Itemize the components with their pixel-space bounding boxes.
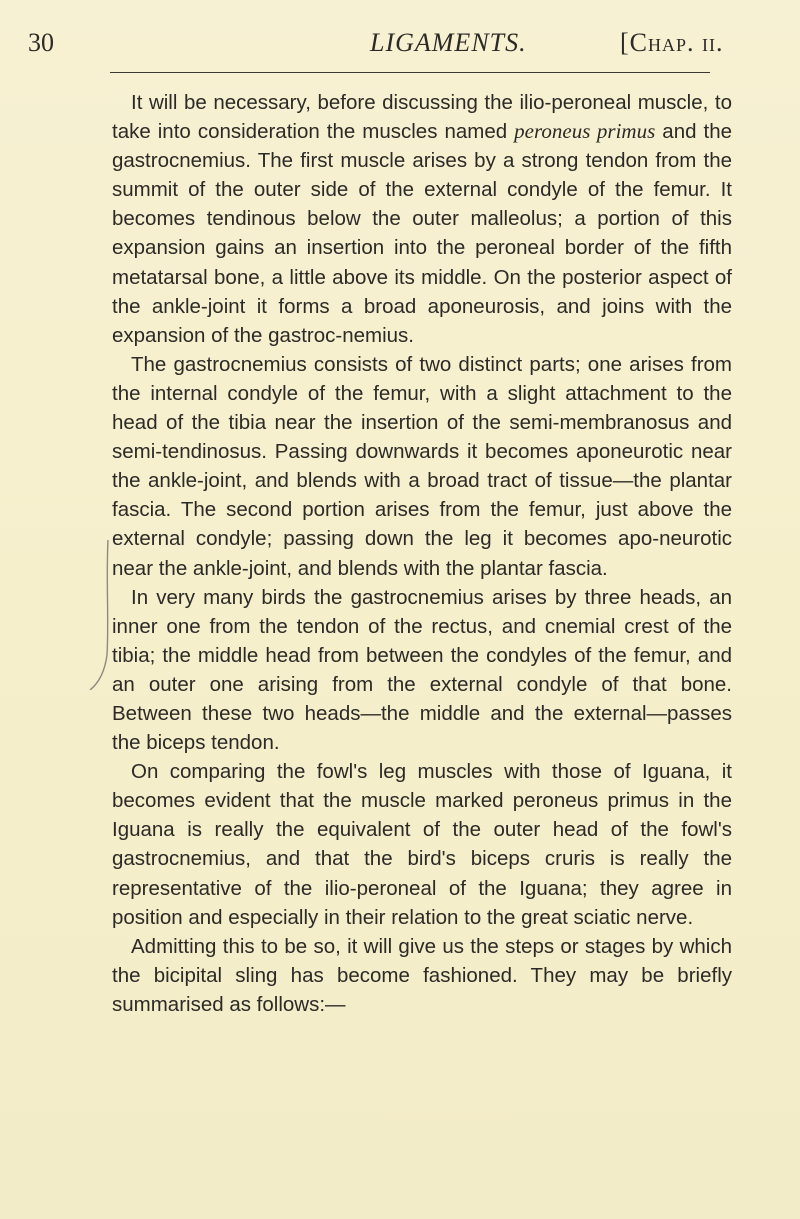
running-title: LIGAMENTS.	[370, 28, 527, 57]
paragraph-1	[112, 88, 732, 350]
page-number: 30	[28, 28, 54, 57]
paragraph-1-text-end: and the gastrocnemius. The first muscle arises by a strong tendon from the summit of the outer side of the external condyle of the femur. It becomes tendinous below the outer malleolus; a portion of this expansion gains an insertion into the peroneal border of the fifth metatarsal bone, a little above its middle. On the posterior aspect of the ankle-joint it forms a broad aponeurosis, and joins with the expansion of the gastroc-nemius.	[112, 120, 732, 347]
running-header	[28, 28, 728, 62]
paragraph-2: The gastrocnemius consists of two distinct parts; one arises from the internal condyle of the femur, with a slight attachment to the head of the tibia near the insertion of the semi-membranosus and semi-tendinosus. Passing downwards it becomes aponeurotic near the ankle-joint, and blends with a broad tract of tissue—the plantar fascia. The second portion arises from the femur, just above the external condyle; passing down the leg it becomes apo-neurotic near the ankle-joint, and blends with the plantar fascia.	[112, 352, 732, 580]
pencil-margin-mark	[82, 540, 112, 690]
italic-term-peroneus-primus: peroneus primus	[514, 119, 656, 144]
paragraph-3: In very many birds the gastrocnemius arises by three heads, an inner one from the tendon of the rectus, and cnemial crest of the tibia; the middle head from between the condyles of the femur, and an outer one arising from the external condyle of that bone. Between these two heads—the middle and the external—passes the biceps tendon.	[112, 585, 732, 755]
body-text	[112, 88, 732, 1019]
paragraph-1-text-start: It will be necessary, before discussing the ilio-peroneal muscle, to take into consideration the muscles named	[112, 91, 732, 144]
paragraph-4: On comparing the fowl's leg muscles with those of Iguana, it becomes evident that the muscle marked peroneus primus in the Iguana is really the equivalent of the outer head of the fowl's gastrocnemius, and that the bird's biceps cruris is really the representative of the ilio-peroneal of the Iguana; they agree in position and especially in their relation to the great sciatic nerve.	[112, 760, 732, 929]
paragraph-5: Admitting this to be so, it will give us the steps or stages by which the bicipital sling has become fashioned. They may be briefly summarised as follows:—	[112, 934, 732, 1016]
chapter-reference: [Chap. ii.	[620, 28, 724, 57]
header-rule	[110, 72, 710, 73]
